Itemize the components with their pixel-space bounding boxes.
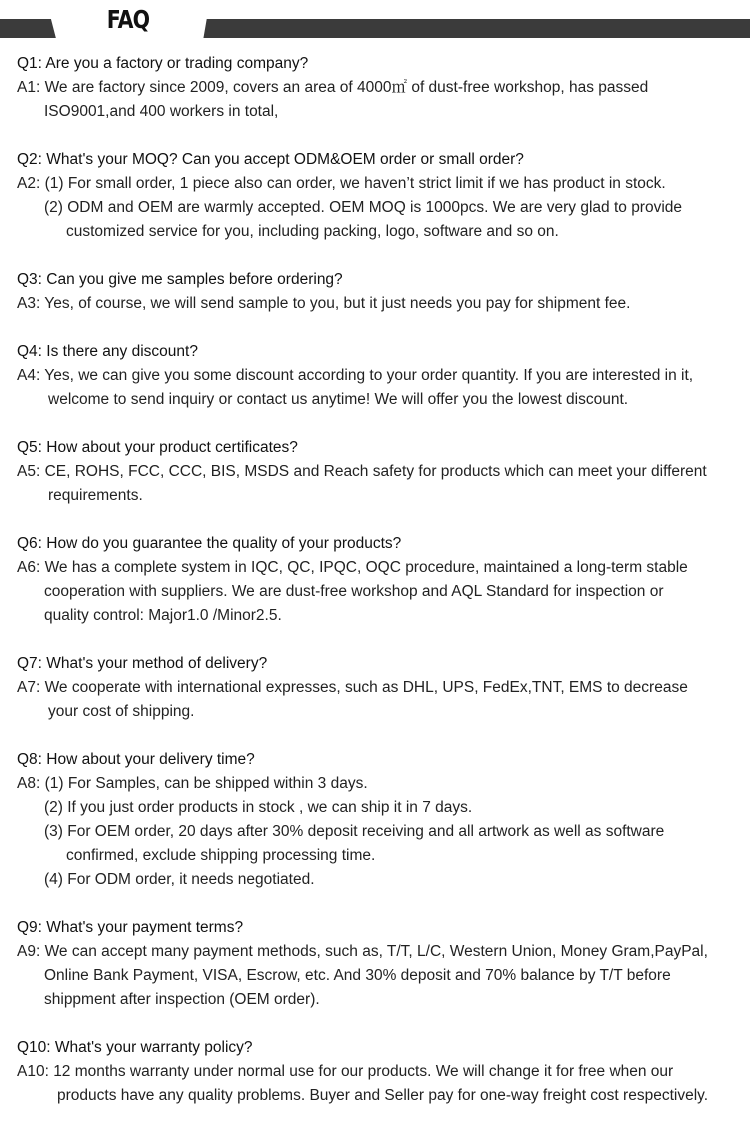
answer-2-line-1: A2: (1) For small order, 1 piece also can order, we haven’t strict limit if we has product in stock. [17, 175, 666, 192]
answer-9-line-3: shippment after inspection (OEM order). [44, 991, 320, 1008]
answer-8-line-3: (3) For OEM order, 20 days after 30% deposit receiving and all artwork as well as software [44, 823, 665, 840]
page-title: FAQ [106, 5, 150, 34]
question-8: Q8: How about your delivery time? [17, 751, 255, 768]
answer-8-line-5: (4) For ODM order, it needs negotiated. [44, 871, 315, 888]
answer-8-line-4: confirmed, exclude shipping processing time. [66, 847, 376, 864]
question-10: Q10: What's your warranty policy? [17, 1039, 253, 1056]
faq-header [0, 0, 750, 40]
faq-item-2 [17, 148, 742, 244]
answer-10-line-1: A10: 12 months warranty under normal use for our products. We will change it for free when our [17, 1063, 674, 1080]
answer-2-line-3: customized service for you, including packing, logo, software and so on. [66, 223, 559, 240]
faq-list [17, 52, 742, 1132]
faq-item-10 [17, 1036, 742, 1108]
answer-10-line-2: products have any quality problems. Buyer and Seller pay for one-way freight cost respectively. [57, 1087, 709, 1104]
question-9: Q9: What's your payment terms? [17, 919, 244, 936]
answer-4-line-1: A4: Yes, we can give you some discount according to your order quantity. If you are interested in it, [17, 367, 694, 384]
answer-9-line-2: Online Bank Payment, VISA, Escrow, etc. And 30% deposit and 70% balance by T/T before [44, 967, 671, 984]
answer-3-line-1: A3: Yes, of course, we will send sample to you, but it just needs you pay for shipment fee. [17, 295, 631, 312]
question-5: Q5: How about your product certificates? [17, 439, 298, 456]
question-3: Q3: Can you give me samples before ordering? [17, 271, 343, 288]
faq-item-6 [17, 532, 742, 628]
answer-8-line-2: (2) If you just order products in stock , we can ship it in 7 days. [44, 799, 473, 816]
faq-item-8 [17, 748, 742, 892]
answer-5-line-2: requirements. [48, 487, 143, 504]
answer-7-line-2: your cost of shipping. [48, 703, 195, 720]
faq-item-1 [17, 52, 742, 124]
question-4: Q4: Is there any discount? [17, 343, 198, 360]
answer-6-line-1: A6: We has a complete system in IQC, QC, IPQC, OQC procedure, maintained a long-term stable [17, 559, 688, 576]
question-6: Q6: How do you guarantee the quality of your products? [17, 535, 402, 552]
faq-item-7 [17, 652, 742, 724]
answer-7-line-1: A7: We cooperate with international expresses, such as DHL, UPS, FedEx,TNT, EMS to decrease [17, 679, 688, 696]
faq-item-3 [17, 268, 742, 316]
answer-2-line-2: (2) ODM and OEM are warmly accepted. OEM MOQ is 1000pcs. We are very glad to provide [44, 199, 683, 216]
answer-1-line-2: ISO9001,and 400 workers in total, [44, 103, 279, 120]
question-7: Q7: What's your method of delivery? [17, 655, 268, 672]
answer-6-line-3: quality control: Major1.0 /Minor2.5. [44, 607, 282, 624]
question-2: Q2: What's your MOQ? Can you accept ODM&OEM order or small order? [17, 151, 524, 168]
faq-item-4 [17, 340, 742, 412]
answer-5-line-1: A5: CE, ROHS, FCC, CCC, BIS, MSDS and Reach safety for products which can meet your different [17, 463, 707, 480]
answer-9-line-1: A9: We can accept many payment methods, such as, T/T, L/C, Western Union, Money Gram,PayPal, [17, 943, 708, 960]
answer-4-line-2: welcome to send inquiry or contact us anytime! We will offer you the lowest discount. [48, 391, 629, 408]
faq-item-9 [17, 916, 742, 1012]
question-1: Q1: Are you a factory or trading company? [17, 55, 309, 72]
answer-1-line-1: A1: We are factory since 2009, covers an area of 4000㎡ of dust-free workshop, has passed [17, 79, 649, 96]
faq-item-5 [17, 436, 742, 508]
answer-8-line-1: A8: (1) For Samples, can be shipped within 3 days. [17, 775, 368, 792]
answer-6-line-2: cooperation with suppliers. We are dust-free workshop and AQL Standard for inspection or [44, 583, 664, 600]
